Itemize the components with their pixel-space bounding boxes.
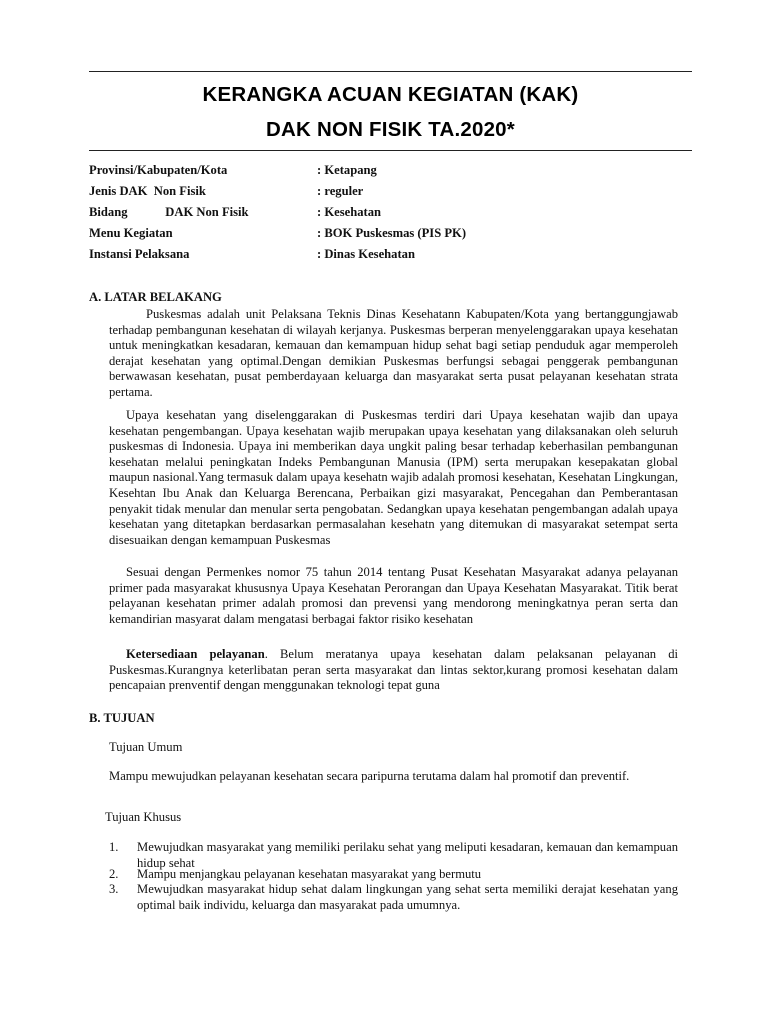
info-label: Bidang DAK Non Fisik	[89, 205, 249, 219]
list-text: Mewujudkan masyarakat yang memiliki perilaku sehat yang meliputi kesadaran, kemauan dan kemampuan hidup sehat	[137, 840, 678, 870]
info-row	[89, 184, 692, 200]
tujuan-umum-label: Tujuan Umum	[109, 740, 183, 754]
info-value: : Ketapang	[317, 163, 377, 177]
ketersediaan-text: . Belum meratanya upaya kesehatan dalam pelaksanan pelayanan di Puskesmas.Kurangnya keterlibatan peran serta masyarakat dan lintas sektor,kurang promosi kesehatan dalam pencapaian prenventif dengan menggunakan teknologi tepat guna	[109, 647, 678, 693]
info-value: : BOK Puskesmas (PIS PK)	[317, 226, 467, 240]
document-title-line2: DAK NON FISIK TA.2020*	[266, 118, 515, 141]
list-item	[109, 882, 678, 914]
top-rule	[89, 71, 692, 72]
latar-belakang-paragraph-1: Puskesmas adalah unit Pelaksana Teknis Dinas Kesehatann Kabupaten/Kota yang bertanggungjawab terhadap pembangunan kesehatan di wilayah kerjanya. Puskesmas berperan menyelenggarakan upaya kesehatan untuk meningkatkan kesadaran, kemauan dan kemampuan hidup sehat bagi setiap penduduk agar memperoleh derajat kesehatan yang optimal.Dengan demikian Puskesmas berfungsi sebagai penggerak pembangunan berwawasan kesehatan, pusat pemberdayaan keluarga dan masyarakat serta pusat pelayanan kesehatan strata pertama.	[109, 307, 678, 399]
info-row	[89, 247, 692, 263]
info-value: : Kesehatan	[317, 205, 382, 219]
info-label: Instansi Pelaksana	[89, 247, 190, 261]
latar-belakang-paragraph-2: Upaya kesehatan yang diselenggarakan di Puskesmas terdiri dari Upaya kesehatan wajib dan upaya kesehatan pengembangan. Upaya kesehatan wajib merupakan upaya kesehatan yang dilaksanakan oleh seluruh puskesmas di Indonesia. Upaya ini memberikan daya ungkit paling besar terhadap keberhasilan pembangunan kesehatan melalui peningkatan Indeks Pembangunan Manusia (IPM) serta merupakan kesepakatan global maupun nasional.Yang termasuk dalam upaya kesehatn wajib adalah promosi kesehatan, Kesehatan Lingkungan, Kesehtan Ibu Anak dan Keluarga Berencana, Perbaikan gizi masyarakat, Pencegahan dan Pemberantasan penyakit tidak menular dan menular serta pengobatan. Sedangkan upaya kesehatan pengembangan adalah upaya kesehatan yang ditetapkan berdasarkan permasalahan kesehatn yang ditemukan di masyarakat setempat serta disesuaikan dengan kemampuan Puskesmas	[109, 408, 678, 547]
ketersediaan-label: Ketersediaan pelayanan	[126, 647, 265, 661]
list-item	[109, 867, 678, 883]
info-value: : reguler	[317, 184, 364, 198]
latar-belakang-paragraph-3: Sesuai dengan Permenkes nomor 75 tahun 2014 tentang Pusat Kesehatan Masyarakat adanya pelayanan primer pada masyarakat khususnya Upaya Kesehatan Perorangan dan Upaya Kesehatan Masyarakat. Titik berat pelayanan kesehatan primer adalah promosi dan prevensi yang mendorong meningkatnya peran serta dan kemandirian masyarat dalam mengatasi berbagai faktor risiko kesehatan	[109, 565, 678, 626]
latar-belakang-paragraph-4	[109, 647, 678, 694]
list-text: Mampu menjangkau pelayanan kesehatan masyarakat yang bermutu	[137, 867, 482, 881]
tujuan-umum-text: Mampu mewujudkan pelayanan kesehatan secara paripurna terutama dalam hal promotif dan preventif.	[109, 769, 630, 783]
title-bottom-rule	[89, 150, 692, 151]
list-text: Mewujudkan masyarakat hidup sehat dalam lingkungan yang sehat serta memiliki derajat kesehatan yang optimal baik individu, keluarga dan masyarakat pada umumnya.	[137, 882, 678, 912]
list-number: 3.	[109, 882, 119, 896]
info-value: : Dinas Kesehatan	[317, 247, 415, 261]
list-number: 1.	[109, 840, 119, 854]
document-title-line1: KERANGKA ACUAN KEGIATAN (KAK)	[202, 83, 579, 106]
info-label: Menu Kegiatan	[89, 226, 173, 240]
tujuan-khusus-label: Tujuan Khusus	[105, 810, 182, 824]
info-row	[89, 163, 692, 179]
info-label: Jenis DAK Non Fisik	[89, 184, 206, 198]
list-number: 2.	[109, 867, 119, 881]
info-row	[89, 226, 692, 242]
info-row	[89, 205, 692, 221]
section-a-heading: A. LATAR BELAKANG	[89, 290, 222, 304]
info-label: Provinsi/Kabupaten/Kota	[89, 163, 228, 177]
section-b-heading: B. TUJUAN	[89, 711, 155, 725]
